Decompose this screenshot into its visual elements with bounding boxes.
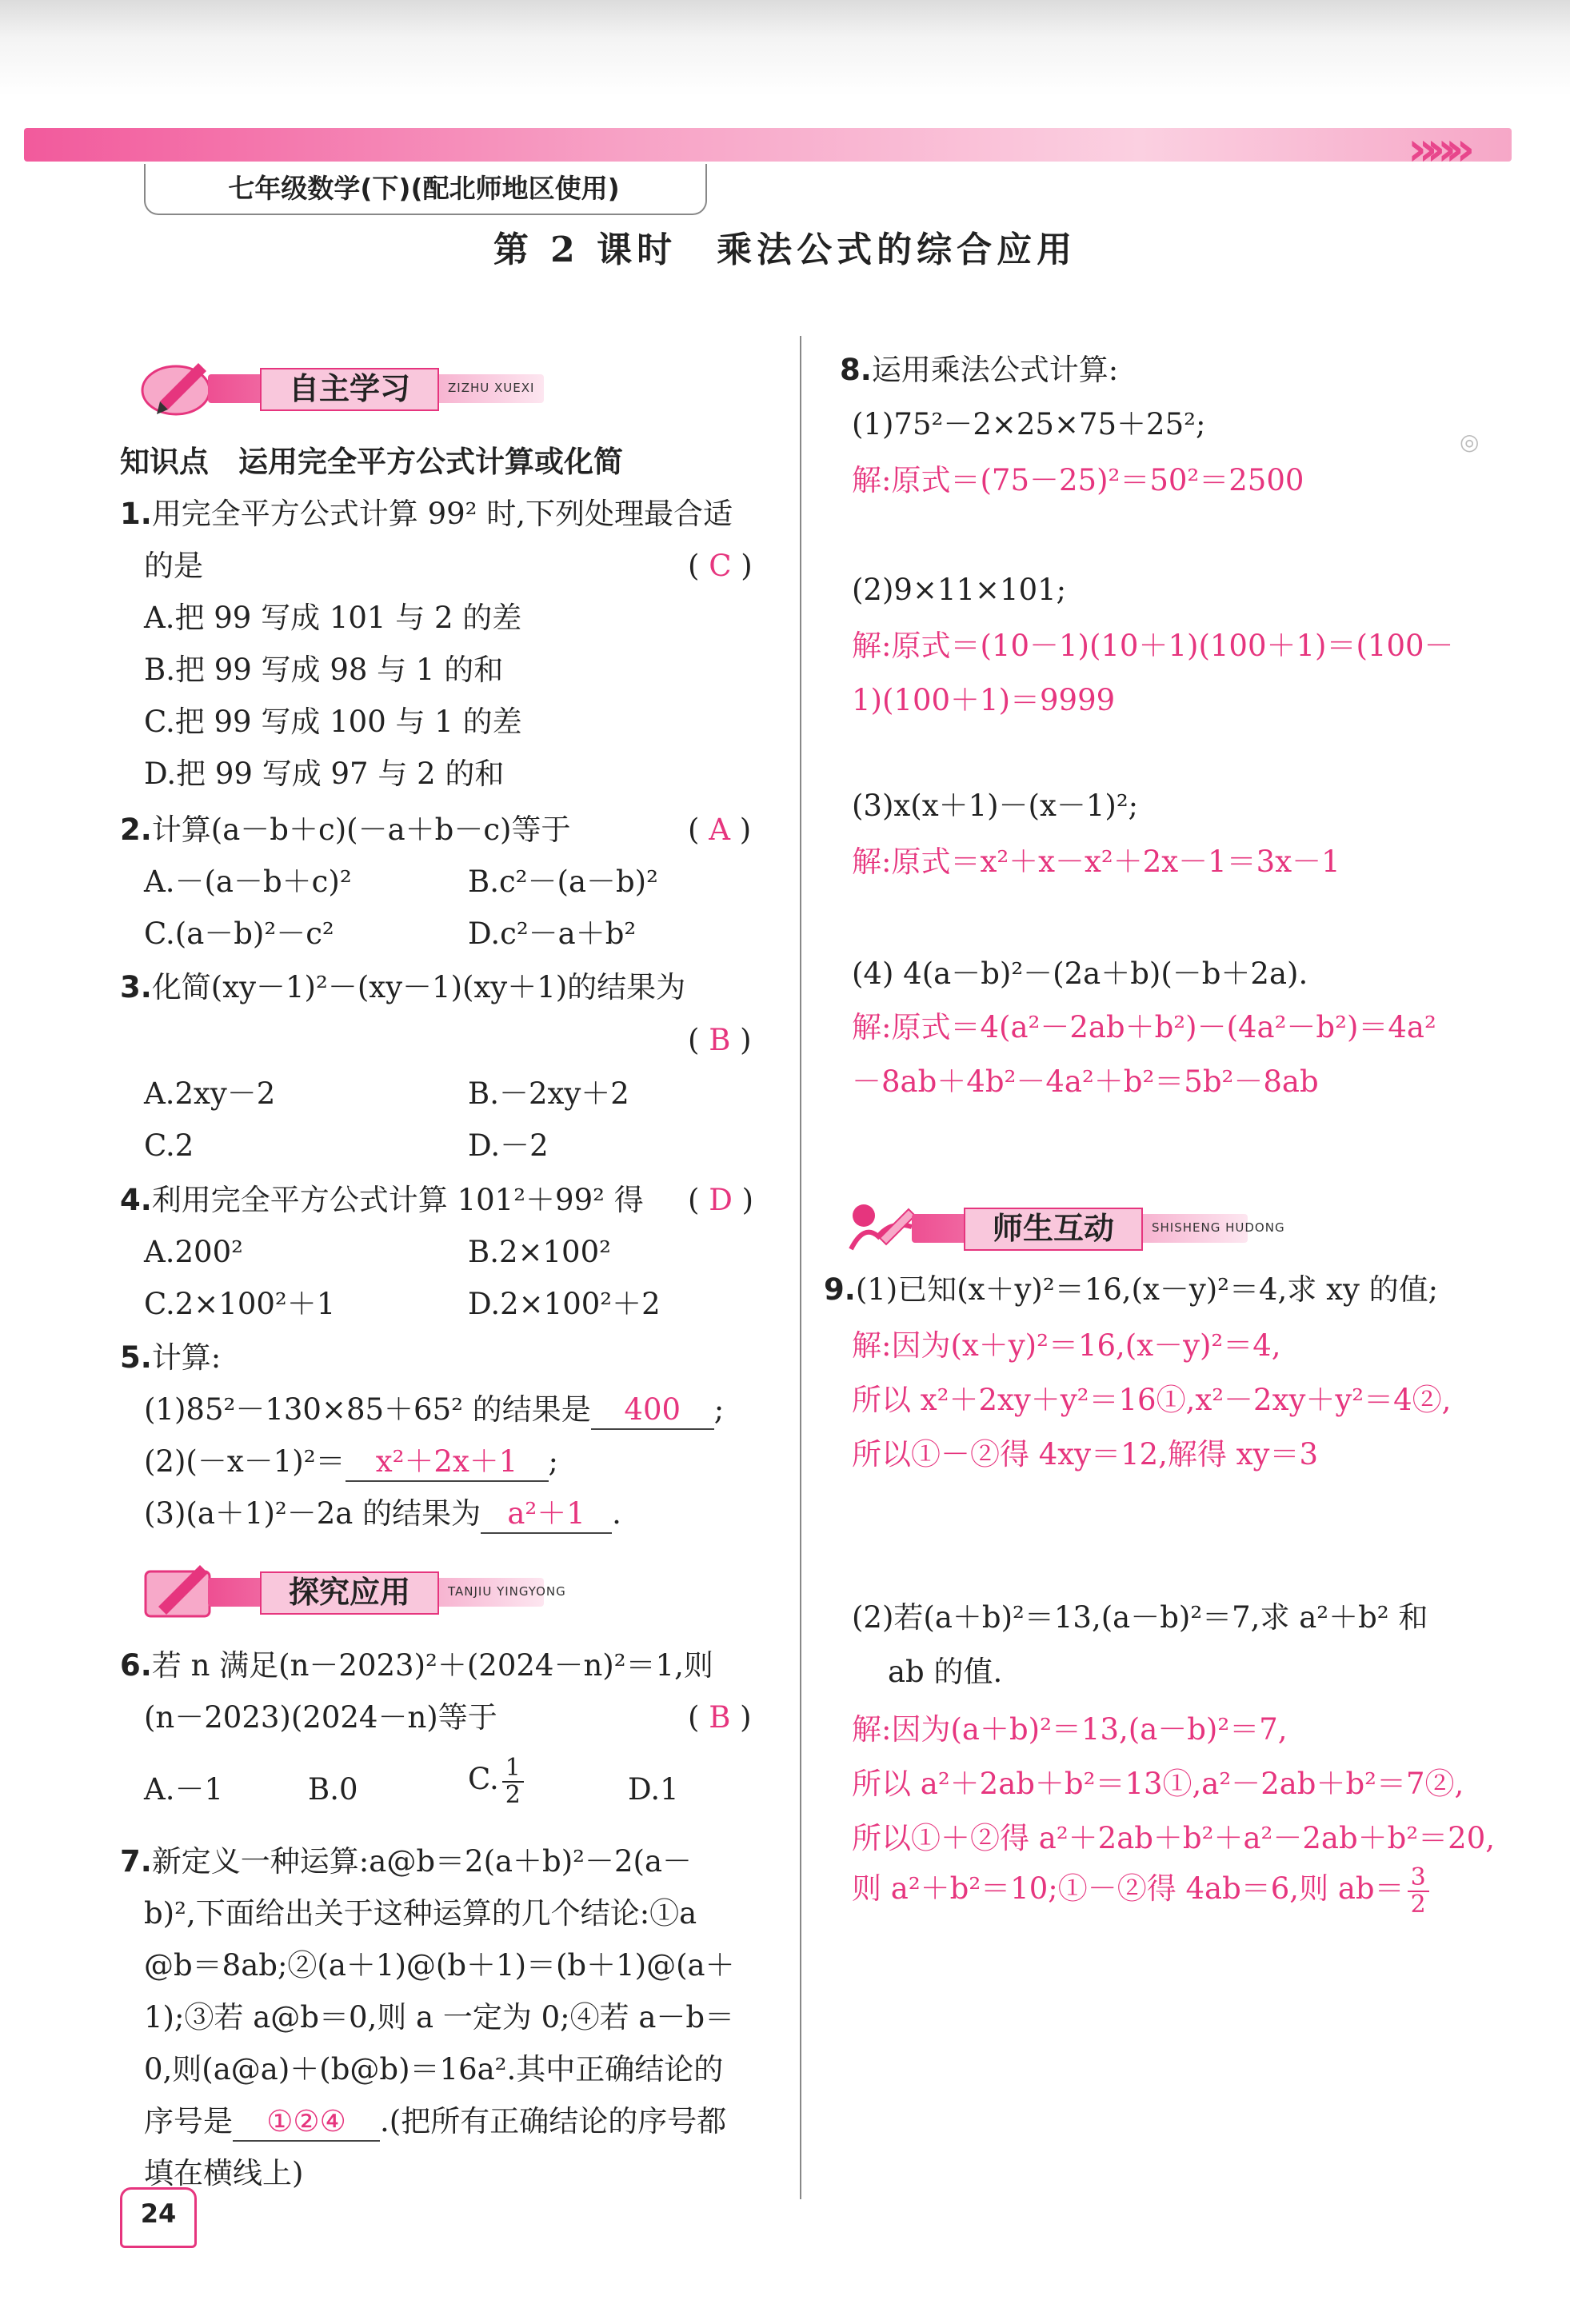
q8-part2-solution: 解:原式＝(10－1)(10＋1)(100＋1)＝(100－	[852, 629, 1454, 663]
q4-option-c: C.2×100²＋1	[144, 1287, 336, 1321]
q2-option-d: D.c²－a＋b²	[468, 916, 637, 951]
section-header-tanjiu	[112, 1555, 672, 1619]
q8-part4: (4) 4(a－b)²－(2a＋b)(－b＋2a).	[852, 956, 1308, 991]
q2-stem: 2.计算(a－b＋c)(－a＋b－c)等于	[120, 813, 571, 847]
q2-option-a: A.－(a－b＋c)²	[144, 865, 352, 899]
section-pinyin: SHISHENG HUDONG	[1152, 1220, 1285, 1235]
q9-part2-solution-2: 所以 a²＋2ab＋b²＝13①,a²－2ab＋b²＝7②,	[852, 1767, 1464, 1801]
q5-answer-blank: a²＋1	[481, 1495, 612, 1534]
q5-answer-blank: 400	[591, 1392, 714, 1430]
q1-option-c: C.把 99 写成 100 与 1 的差	[144, 705, 522, 739]
q9-part2-solution-4: 则 a²＋b²＝10;①－②得 4ab＝6,则 ab＝ $\frac{3}{2}$	[852, 1865, 1432, 1917]
q9-part1: 9.(1)已知(x＋y)²＝16,(x－y)²＝4,求 xy 的值;	[824, 1272, 1439, 1307]
q6-stem-2: (n－2023)(2024－n)等于	[144, 1700, 497, 1735]
q6-answer: ( B )	[688, 1700, 752, 1735]
q3-option-c: C.2	[144, 1128, 194, 1163]
q9-part1-solution-3: 所以①－②得 4xy＝12,解得 xy＝3	[852, 1437, 1318, 1471]
q3-stem: 3.化简(xy－1)²－(xy－1)(xy＋1)的结果为	[120, 970, 686, 1004]
q9-part2-solution-1: 解:因为(a＋b)²＝13,(a－b)²＝7,	[852, 1712, 1288, 1747]
q7-answer-blank: ①②④	[233, 2103, 380, 2142]
q4-stem: 4.利用完全平方公式计算 101²＋99² 得	[120, 1183, 644, 1217]
q3-option-d: D.－2	[468, 1128, 549, 1163]
q1-option-d: D.把 99 写成 97 与 2 的和	[144, 757, 505, 791]
q1-stem: 1.用完全平方公式计算 99² 时,下列处理最合适	[120, 497, 733, 531]
q6-stem: 6.若 n 满足(n－2023)²＋(2024－n)²＝1,则	[120, 1648, 713, 1683]
q8-part1-solution: 解:原式＝(75－25)²＝50²＝2500	[852, 463, 1304, 497]
q9-part2-cont: ab 的值.	[888, 1655, 1003, 1689]
q3-option-b: B.－2xy＋2	[468, 1076, 629, 1111]
q6-option-c: C. $\frac{1}{2}$	[468, 1755, 527, 1807]
q1-option-b: B.把 99 写成 98 与 1 的和	[144, 653, 504, 687]
q8-stem: 8.运用乘法公式计算:	[840, 353, 1119, 387]
section-header-shisheng	[816, 1192, 1376, 1256]
q8-part2-solution-cont: 1)(100＋1)＝9999	[852, 683, 1116, 717]
section-pinyin: ZIZHU XUEXI	[448, 381, 535, 395]
scan-top-shadow	[0, 0, 1570, 96]
q4-option-d: D.2×100²＋2	[468, 1287, 661, 1321]
q8-part2: (2)9×11×101;	[852, 573, 1067, 607]
q4-option-a: A.200²	[144, 1235, 243, 1269]
q7-line-3: @b＝8ab;②(a＋1)@(b＋1)＝(b＋1)@(a＋	[144, 1948, 735, 1983]
section-pinyin: TANJIU YINGYONG	[448, 1584, 566, 1599]
scan-mark-icon: ◎	[1460, 429, 1480, 455]
section-header-zizhu	[112, 352, 672, 416]
q7-line-1: 7.新定义一种运算:a@b＝2(a＋b)²－2(a－	[120, 1844, 693, 1879]
q9-part1-solution-1: 解:因为(x＋y)²＝16,(x－y)²＝4,	[852, 1328, 1281, 1363]
fraction: $\frac{3}{2}$	[1408, 1865, 1429, 1917]
q8-part3-solution: 解:原式＝x²＋x－x²＋2x－1＝3x－1	[852, 845, 1340, 879]
q3-option-a: A.2xy－2	[144, 1076, 276, 1111]
knowledge-point: 知识点 运用完全平方公式计算或化简	[120, 445, 623, 479]
chevron-right-icon: »»»	[1408, 122, 1464, 176]
q1-option-a: A.把 99 写成 101 与 2 的差	[144, 601, 522, 635]
q6-option-a: A.－1	[144, 1772, 224, 1807]
q5-answer-blank: x²＋2x＋1	[346, 1444, 549, 1482]
fraction: $\frac{1}{2}$	[502, 1755, 524, 1807]
section-label: 师生互动	[964, 1208, 1143, 1251]
q9-part2: (2)若(a＋b)²＝13,(a－b)²＝7,求 a²＋b² 和	[852, 1600, 1428, 1635]
q2-option-b: B.c²－(a－b)²	[468, 865, 658, 899]
q9-part2-solution-3: 所以①＋②得 a²＋2ab＋b²＋a²－2ab＋b²＝20,	[852, 1821, 1495, 1855]
q7-line-6: 序号是 ①②④ .(把所有正确结论的序号都	[144, 2103, 726, 2142]
q7-line-2: b)²,下面给出关于这种运算的几个结论:①a	[144, 1896, 697, 1931]
q6-option-d: D.1	[628, 1772, 679, 1807]
q8-part4-solution: 解:原式＝4(a²－2ab＋b²)－(4a²－b²)＝4a²	[852, 1010, 1436, 1044]
section-label: 探究应用	[260, 1571, 439, 1615]
q3-answer: ( B )	[688, 1023, 752, 1057]
q2-option-c: C.(a－b)²－c²	[144, 916, 334, 951]
book-title: 七年级数学(下)(配北师地区使用)	[228, 173, 620, 204]
q5-part2: (2)(－x－1)²＝ x²＋2x＋1 ;	[144, 1444, 558, 1482]
q8-part4-solution-cont: －8ab＋4b²－4a²＋b²＝5b²－8ab	[852, 1064, 1319, 1099]
q5-part3: (3)(a＋1)²－2a 的结果为 a²＋1 .	[144, 1495, 621, 1534]
q8-part1: (1)75²－2×25×75＋25²;	[852, 407, 1206, 441]
header-pink-bar	[24, 128, 1512, 162]
q5-part1: (1)85²－130×85＋65² 的结果是 400 ;	[144, 1392, 724, 1430]
column-divider	[800, 336, 801, 2199]
q1-stem-2: 的是	[144, 549, 203, 583]
lesson-title: 第 2 课时 乘法公式的综合应用	[493, 230, 1077, 270]
q4-answer: ( D )	[688, 1183, 754, 1217]
q7-line-5: 0,则(a@a)＋(b@b)＝16a².其中正确结论的	[144, 2052, 724, 2086]
section-label: 自主学习	[260, 368, 439, 411]
q8-part3: (3)x(x＋1)－(x－1)²;	[852, 789, 1139, 823]
q1-answer: ( C )	[688, 549, 753, 583]
q6-option-b: B.0	[308, 1772, 358, 1807]
q9-part1-solution-2: 所以 x²＋2xy＋y²＝16①,x²－2xy＋y²＝4②,	[852, 1383, 1452, 1417]
page-number: 24	[120, 2187, 197, 2248]
q4-option-b: B.2×100²	[468, 1235, 611, 1269]
q7-line-4: 1);③若 a@b＝0,则 a 一定为 0;④若 a－b＝	[144, 2000, 735, 2034]
q5-stem: 5.计算:	[120, 1340, 222, 1375]
q7-line-7: 填在横线上)	[144, 2156, 304, 2190]
q2-answer: ( A )	[688, 813, 752, 847]
